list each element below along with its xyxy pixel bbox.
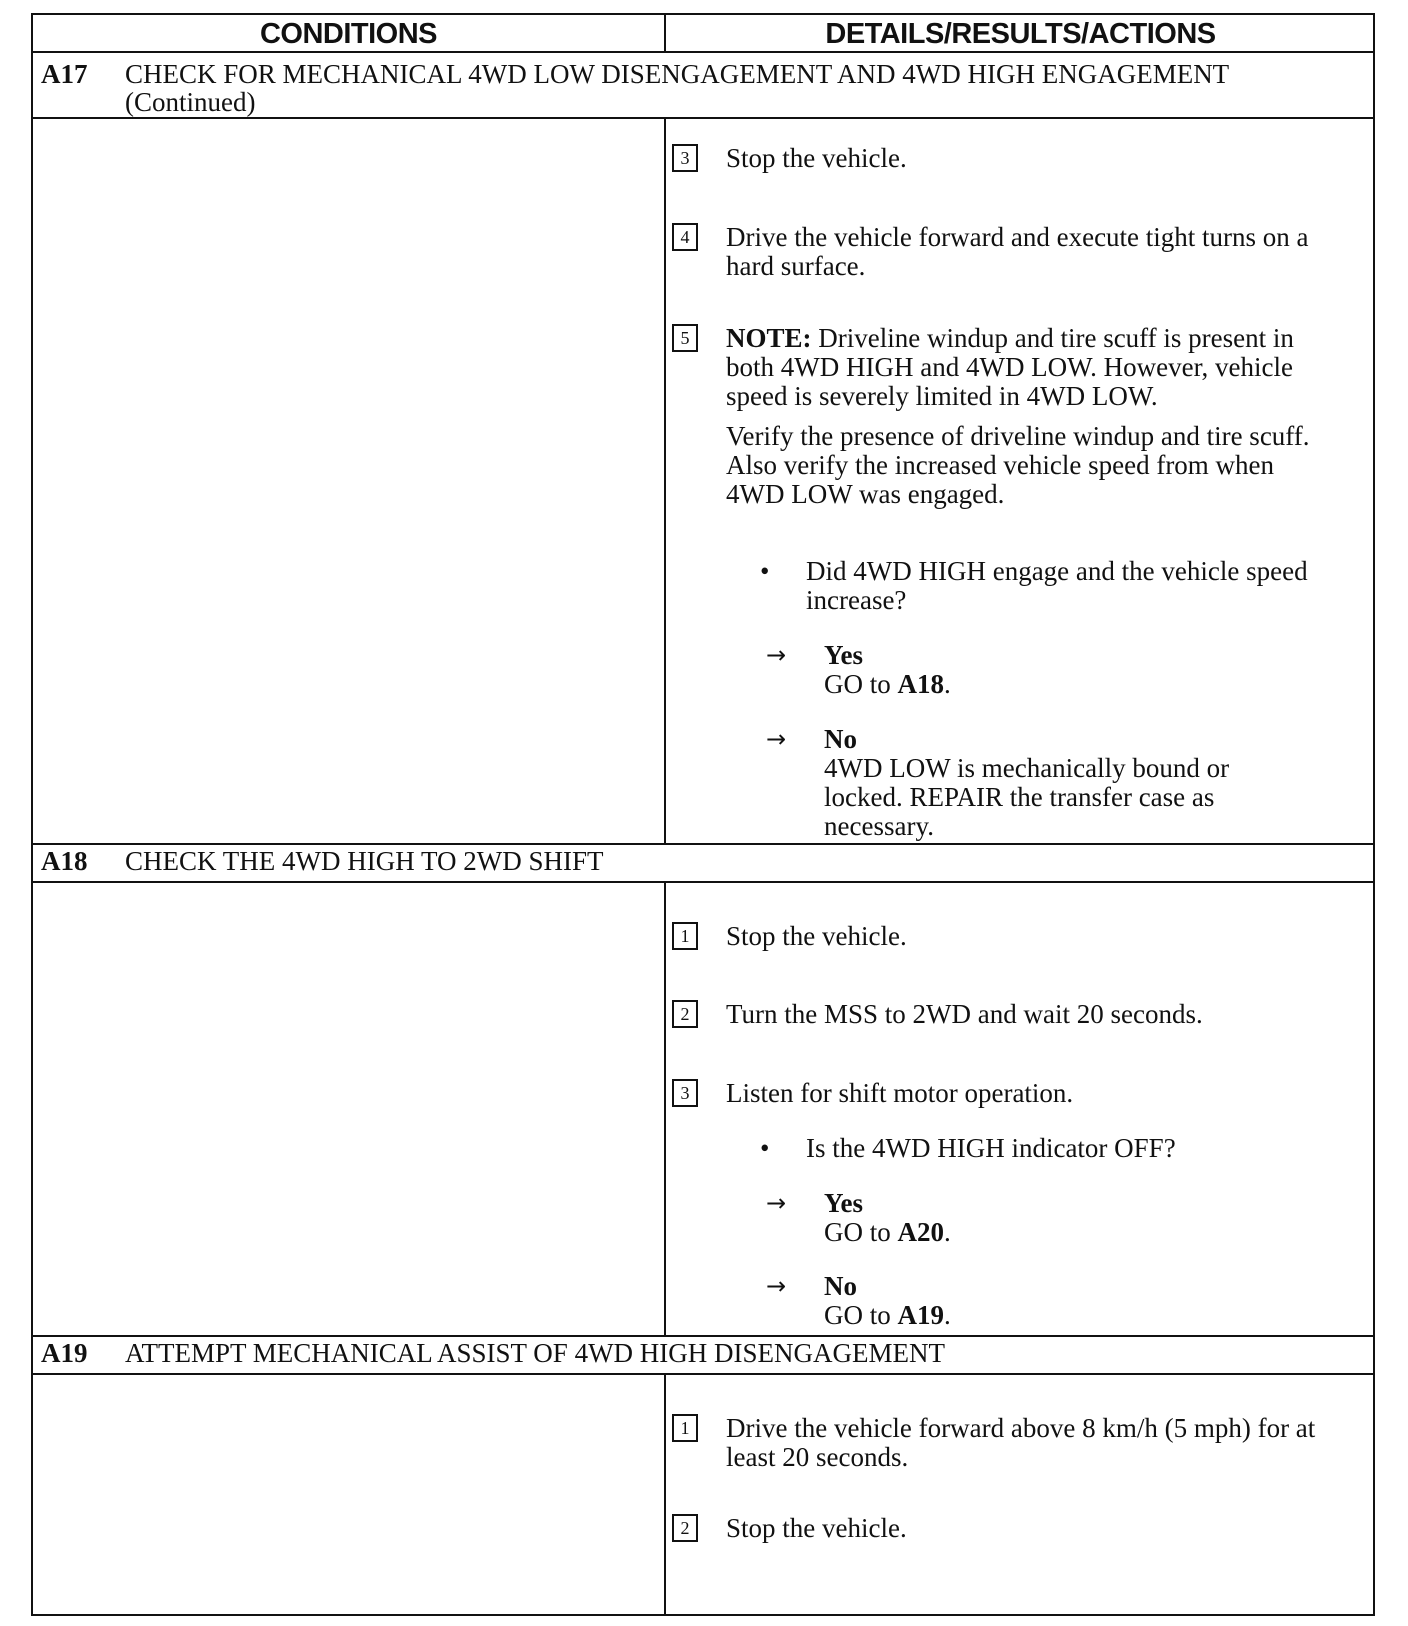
result-action bbox=[824, 1301, 1324, 1330]
note-paragraph bbox=[726, 324, 1311, 411]
step-text: Verify the presence of driveline windup and tire scuff. Also verify the increased vehicle speed from when 4WD LOW was engaged. bbox=[726, 421, 1310, 509]
question-text: Did 4WD HIGH engage and the vehicle speed increase? bbox=[806, 556, 1308, 615]
result-target-link[interactable]: A18 bbox=[897, 669, 944, 699]
step-number: 4 bbox=[672, 223, 698, 251]
step-a17-5 bbox=[680, 323, 1311, 509]
result-action: 4WD LOW is mechanically bound or locked. REPAIR the transfer case as necessary. bbox=[824, 753, 1230, 841]
step-number: 1 bbox=[672, 1414, 698, 1442]
arrow-icon: → bbox=[766, 641, 787, 669]
step-a18-2 bbox=[680, 999, 1336, 1029]
step-a18-3 bbox=[680, 1078, 1336, 1108]
step-text: Stop the vehicle. bbox=[726, 921, 907, 951]
step-text: Stop the vehicle. bbox=[726, 143, 907, 173]
step-number: 2 bbox=[672, 1514, 698, 1542]
section-id: A19 bbox=[41, 1338, 88, 1368]
step-number: 3 bbox=[672, 144, 698, 172]
result-action bbox=[824, 1218, 1324, 1247]
details-header: DETAILS/RESULTS/ACTIONS bbox=[825, 18, 1216, 50]
step-number: 1 bbox=[672, 922, 698, 950]
step-a17-4 bbox=[680, 222, 1336, 281]
arrow-icon: → bbox=[766, 1189, 787, 1217]
step-text: Drive the vehicle forward above 8 km/h (5 mph) for at least 20 seconds. bbox=[726, 1413, 1316, 1472]
result-target-link[interactable]: A19 bbox=[897, 1300, 944, 1330]
result-label: No bbox=[824, 1271, 857, 1301]
step-a19-1 bbox=[680, 1413, 1336, 1472]
result-prefix: GO to bbox=[824, 1217, 898, 1247]
step-number: 3 bbox=[672, 1079, 698, 1107]
conditions-header: CONDITIONS bbox=[259, 18, 438, 50]
step-number: 5 bbox=[672, 324, 698, 352]
result-label: Yes bbox=[824, 1188, 863, 1218]
result-prefix: GO to bbox=[824, 1300, 898, 1330]
step-a17-3 bbox=[680, 143, 1336, 173]
section-title: CHECK THE 4WD HIGH TO 2WD SHIFT bbox=[125, 846, 604, 876]
question-text: Is the 4WD HIGH indicator OFF? bbox=[806, 1133, 1176, 1163]
step-text: Turn the MSS to 2WD and wait 20 seconds. bbox=[726, 999, 1203, 1029]
section-id: A17 bbox=[41, 59, 88, 89]
section-title: ATTEMPT MECHANICAL ASSIST OF 4WD HIGH DISENGAGEMENT bbox=[125, 1338, 946, 1368]
result-prefix: GO to bbox=[824, 669, 898, 699]
result-target-link[interactable]: A20 bbox=[897, 1217, 944, 1247]
arrow-icon: → bbox=[766, 725, 787, 753]
result-label: No bbox=[824, 724, 857, 754]
section-title: CHECK FOR MECHANICAL 4WD LOW DISENGAGEMENT AND 4WD HIGH ENGAGEMENT (Continued) bbox=[125, 59, 1229, 117]
result-action bbox=[824, 670, 1324, 699]
result-suffix: . bbox=[944, 1300, 951, 1330]
result-suffix: . bbox=[944, 1217, 951, 1247]
bullet-icon: • bbox=[760, 556, 770, 586]
arrow-icon: → bbox=[766, 1272, 787, 1300]
section-id: A18 bbox=[41, 846, 88, 876]
bullet-icon: • bbox=[760, 1133, 770, 1163]
step-a18-1 bbox=[680, 921, 1336, 951]
result-suffix: . bbox=[944, 669, 951, 699]
step-a19-2 bbox=[680, 1513, 1336, 1543]
step-text: Stop the vehicle. bbox=[726, 1513, 907, 1543]
result-label: Yes bbox=[824, 640, 863, 670]
note-text: Driveline windup and tire scuff is present in both 4WD HIGH and 4WD LOW. However, vehicle speed is severely limited in 4WD LOW. bbox=[726, 323, 1294, 411]
note-label: NOTE: bbox=[726, 323, 812, 353]
step-number: 2 bbox=[672, 1000, 698, 1028]
step-text: Drive the vehicle forward and execute tight turns on a hard surface. bbox=[726, 222, 1309, 281]
step-text: Listen for shift motor operation. bbox=[726, 1078, 1074, 1108]
